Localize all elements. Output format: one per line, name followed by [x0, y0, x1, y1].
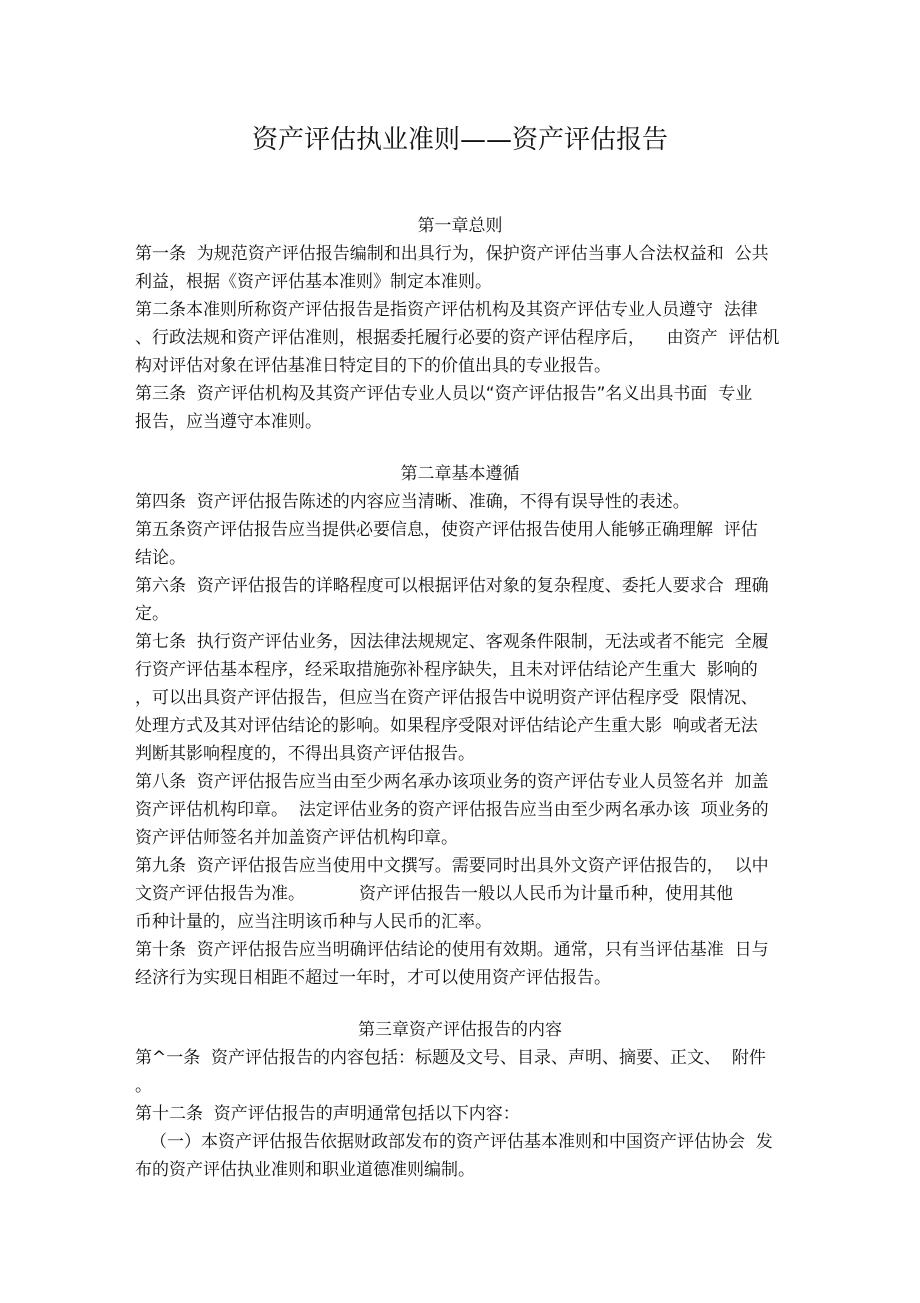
article-8-line-3: 资产评估师签名并加盖资产评估机构印章。 — [135, 828, 458, 848]
article-5-line-1: 第五条资产评估报告应当提供必要信息，使资产评估报告使用人能够正确理解 评估 — [135, 520, 758, 540]
article-11-line-2: 。 — [135, 1076, 152, 1096]
article-2-line-2: 、行政法规和资产评估准则，根据委托履行必要的资产评估程序后， 由资产 评估机 — [135, 328, 780, 348]
article-5-line-2: 结论。 — [135, 548, 186, 568]
article-1-line-2: 利益，根据《资产评估基本准则》制定本准则。 — [135, 272, 492, 292]
article-8-line-1: 第八条 资产评估报告应当由至少两名承办该项业务的资产评估专业人员签名并 加盖 — [135, 772, 769, 792]
article-4-line-1: 第四条 资产评估报告陈述的内容应当清晰、准确，不得有误导性的表述。 — [135, 492, 690, 512]
chapter-heading-1: 第一章总则 — [417, 216, 503, 236]
article-9-line-3: 币种计量的，应当注明该币种与人民币的汇率。 — [135, 912, 492, 932]
chapter-heading-2: 第二章基本遵循 — [400, 464, 520, 484]
article-3-line-2: 报告，应当遵守本准则。 — [135, 412, 322, 432]
article-10-line-1: 第十条 资产评估报告应当明确评估结论的使用有效期。通常，只有当评估基准 日与 — [135, 940, 769, 960]
article-3-line-1: 第三条 资产评估机构及其资产评估专业人员以“资产评估报告”名义出具书面 专业 — [135, 384, 753, 404]
article-2-line-3: 构对评估对象在评估基准日特定目的下的价值出具的专业报告。 — [135, 356, 611, 376]
article-6-line-1: 第六条 资产评估报告的详略程度可以根据评估对象的复杂程度、委托人要求合 理确 — [135, 576, 769, 596]
article-7-line-3: ，可以出具资产评估报告，但应当在资产评估报告中说明资产评估程序受 限情况、 — [135, 688, 758, 708]
article-12-item-1-line-1: （一）本资产评估报告依据财政部发布的资产评估基本准则和中国资产评估协会 发 — [150, 1132, 773, 1152]
article-7-line-1: 第七条 执行资产评估业务，因法律法规规定、客观条件限制，无法或者不能完 全履 — [135, 632, 769, 652]
article-7-line-2: 行资产评估基本程序，经采取措施弥补程序缺失，且未对评估结论产生重大 影响的 — [135, 660, 758, 680]
article-11-line-1: 第^一条 资产评估报告的内容包括：标题及文号、目录、声明、摘要、正文、 附件 — [135, 1048, 766, 1068]
chapter-heading-3: 第三章资产评估报告的内容 — [358, 1020, 562, 1040]
article-1-line-1: 第一条 为规范资产评估报告编制和出具行为，保护资产评估当事人合法权益和 公共 — [135, 244, 769, 264]
article-9-line-2: 文资产评估报告为准。 资产评估报告一般以人民币为计量币种，使用其他 — [135, 884, 734, 904]
article-7-line-5: 判断其影响程度的，不得出具资产评估报告。 — [135, 744, 475, 764]
article-9-line-1: 第九条 资产评估报告应当使用中文撰写。需要同时出具外文资产评估报告的， 以中 — [135, 856, 769, 876]
article-10-line-2: 经济行为实现日相距不超过一年时，才可以使用资产评估报告。 — [135, 968, 611, 988]
article-12-item-1-line-2: 布的资产评估执业准则和职业道德准则编制。 — [135, 1160, 475, 1180]
article-6-line-2: 定。 — [135, 604, 169, 624]
article-12-line-1: 第十二条 资产评估报告的声明通常包括以下内容： — [135, 1104, 520, 1124]
article-8-line-2: 资产评估机构印章。 法定评估业务的资产评估报告应当由至少两名承办该 项业务的 — [135, 800, 769, 820]
document-title: 资产评估执业准则——资产评估报告 — [251, 125, 668, 155]
article-7-line-4: 处理方式及其对评估结论的影响。如果程序受限对评估结论产生重大影 响或者无法 — [135, 716, 758, 736]
article-2-line-1: 第二条本准则所称资产评估报告是指资产评估机构及其资产评估专业人员遵守 法律 — [135, 300, 758, 320]
